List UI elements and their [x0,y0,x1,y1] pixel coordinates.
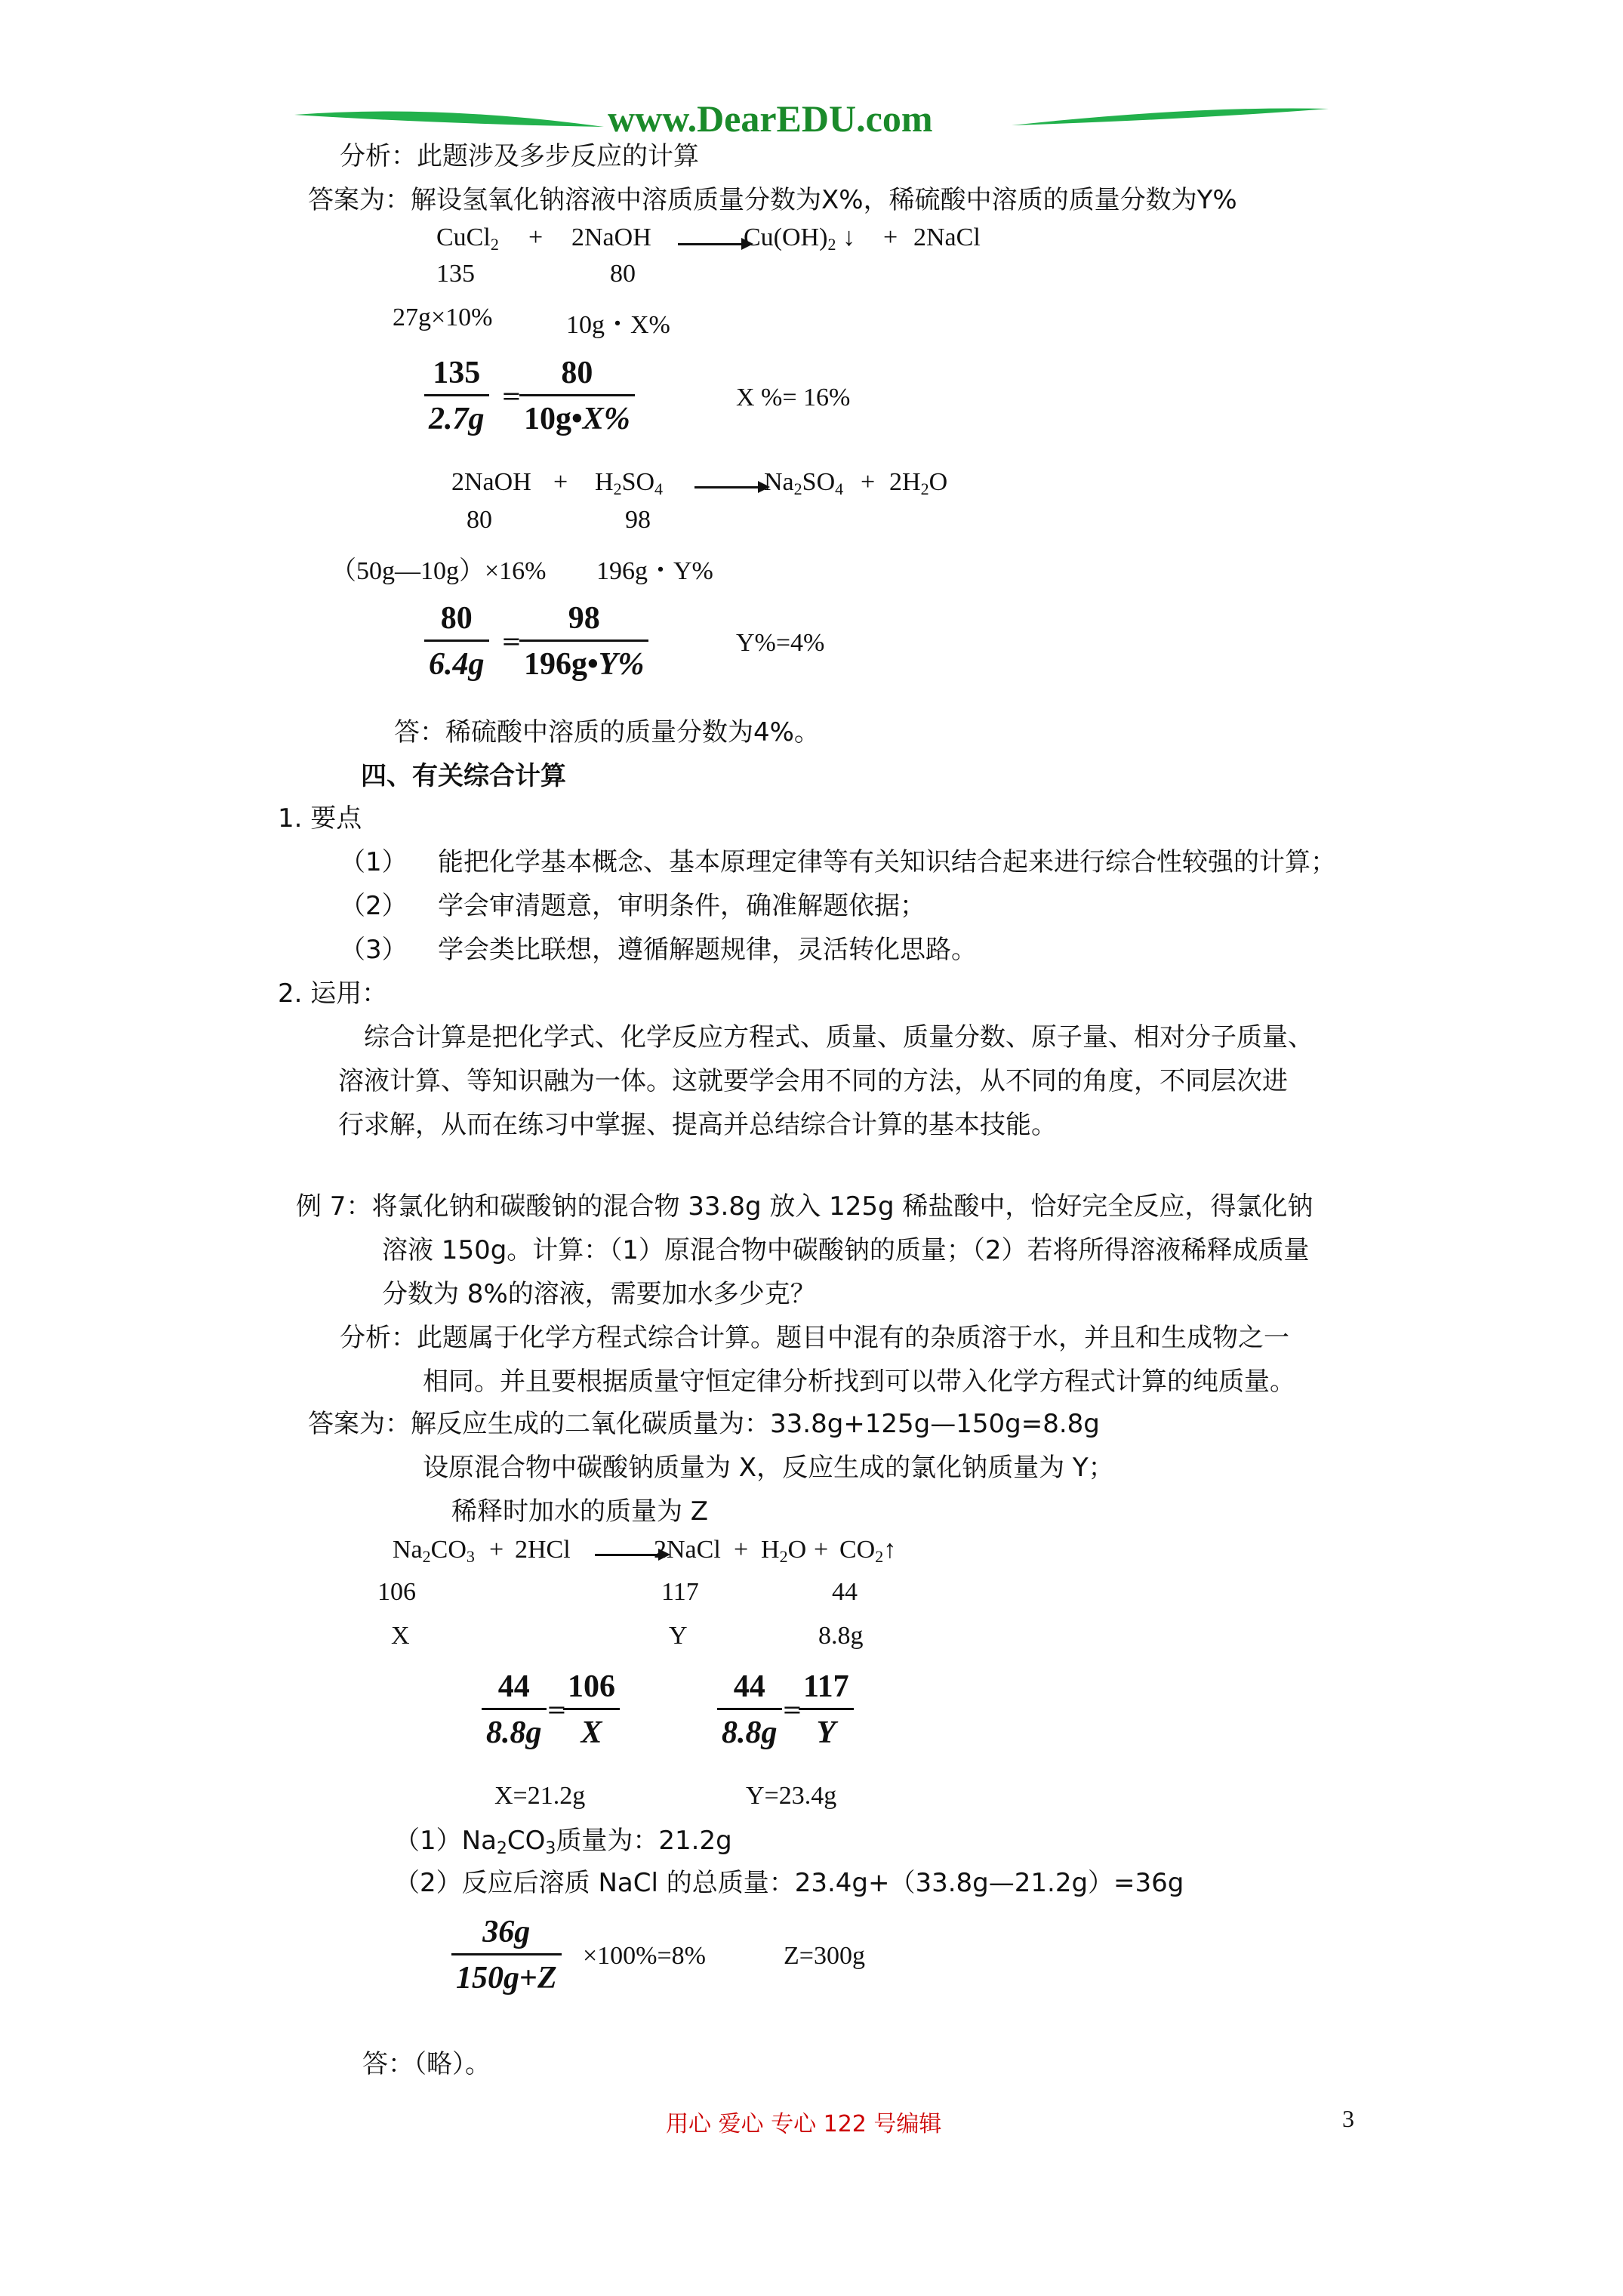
list-item-text: 学会审清题意，审明条件，确准解题依据； [438,891,925,921]
given-value: 8.8g [818,1622,864,1650]
answer-line: 答案为：解设氢氧化钠溶液中溶质质量分数为X%，稀硫酸中溶质的质量分数为Y% [308,185,1237,215]
list-item-text: 能把化学基本概念、基本原理定律等有关知识结合起来进行综合性较强的计算； [438,847,1336,877]
fraction: $\frac{44}{8.8g}$ [482,1669,547,1751]
result: X %= 16% [736,384,851,411]
molar-mass: 80 [610,260,636,288]
answer-line: 设原混合物中碳酸钠质量为 X，反应生成的氯化钠质量为 Y； [423,1453,1114,1483]
fraction: $\frac{80}{10g•X\%}$ [519,355,635,437]
result: Y=23.4g [746,1782,837,1810]
given-value: 196g・Y% [596,557,713,585]
analysis-line: 相同。并且要根据质量守恒定律分析找到可以带入化学方程式计算的纯质量。 [423,1367,1295,1397]
analysis-line: 分析：此题属于化学方程式综合计算。题目中混有的杂质溶于水，并且和生成物之一 [340,1323,1289,1353]
step-1: $(1)Na_2CO_3$质量为：21.2g [394,1826,732,1858]
point-heading: 2. 运用： [278,978,388,1009]
fraction: $\frac{117}{Y}$ [799,1669,854,1751]
molar-mass: 135 [436,260,475,288]
given-value: 10g・X% [566,311,670,339]
example-line: 分数为 8%的溶液，需要加水多少克？ [382,1279,816,1309]
list-item-num: （1） [340,847,408,877]
fraction: $\frac{44}{8.8g}$ [717,1669,782,1751]
molar-mass: 44 [832,1578,858,1606]
given-value: Y [669,1622,688,1650]
list-item-num: （3） [340,935,408,965]
page-number: 3 [1342,2105,1354,2132]
header-logo: www.DearEDU.com [608,97,933,140]
reaction-arrow [678,243,750,245]
section-title: 四、有关综合计算 [361,761,566,791]
fraction-tail: ×100%=8% [583,1942,706,1970]
given-value: X [391,1622,410,1650]
example-line: 溶液 150g。计算：（1）原混合物中碳酸钠的质量；（2）若将所得溶液稀释成质量 [382,1235,1310,1265]
conclusion: 答：（略）。 [362,2049,491,2079]
result: Y%=4% [736,629,825,657]
molar-mass: 117 [661,1578,699,1606]
molar-mass: 80 [467,506,492,534]
list-item-num: （2） [340,891,408,921]
fraction: $\frac{80}{6.4g}$ [424,600,489,683]
answer-line: 稀释时加水的质量为 Z [451,1496,709,1527]
answer-line: 答案为：解反应生成的二氧化碳质量为：33.8g+125g—150g=8.8g [308,1409,1100,1439]
list-item-text: 学会类比联想，遵循解题规律，灵活转化思路。 [438,935,977,965]
point-heading: 1. 要点 [278,803,362,834]
fraction: $\frac{135}{2.7g}$ [424,355,489,437]
given-value: 27g×10% [393,304,493,331]
fraction: $\frac{36g}{150g+Z}$ [451,1914,562,1996]
example-line: 例 7：将氯化钠和碳酸钠的混合物 33.8g 放入 125g 稀盐酸中，恰好完全反应，得氯化钠 [296,1191,1313,1222]
fraction: $\frac{98}{196g•Y\%}$ [519,600,648,683]
conclusion: 答：稀硫酸中溶质的质量分数为4%。 [394,717,820,747]
paragraph-line: 综合计算是把化学式、化学反应方程式、质量、质量分数、原子量、相对分子质量、 [364,1022,1313,1052]
footer-text: 用心 爱心 专心 122 号编辑 [666,2111,942,2137]
given-value: （50g—10g）×16% [331,557,547,585]
paragraph-line: 溶液计算、等知识融为一体。这就要学会用不同的方法，从不同的角度，不同层次进 [338,1066,1288,1096]
result: Z=300g [784,1942,865,1970]
molar-mass: 98 [625,506,651,534]
fraction: $\frac{106}{X}$ [563,1669,620,1751]
step-2: （2）反应后溶质 NaCl 的总质量：23.4g+（33.8g—21.2g）=36g [394,1868,1184,1898]
reaction-arrow [694,486,767,488]
result: X=21.2g [494,1782,586,1810]
molar-mass: 106 [377,1578,416,1606]
analysis-line: 分析：此题涉及多步反应的计算 [340,141,699,171]
paragraph-line: 行求解，从而在练习中掌握、提高并总结综合计算的基本技能。 [338,1110,1057,1140]
